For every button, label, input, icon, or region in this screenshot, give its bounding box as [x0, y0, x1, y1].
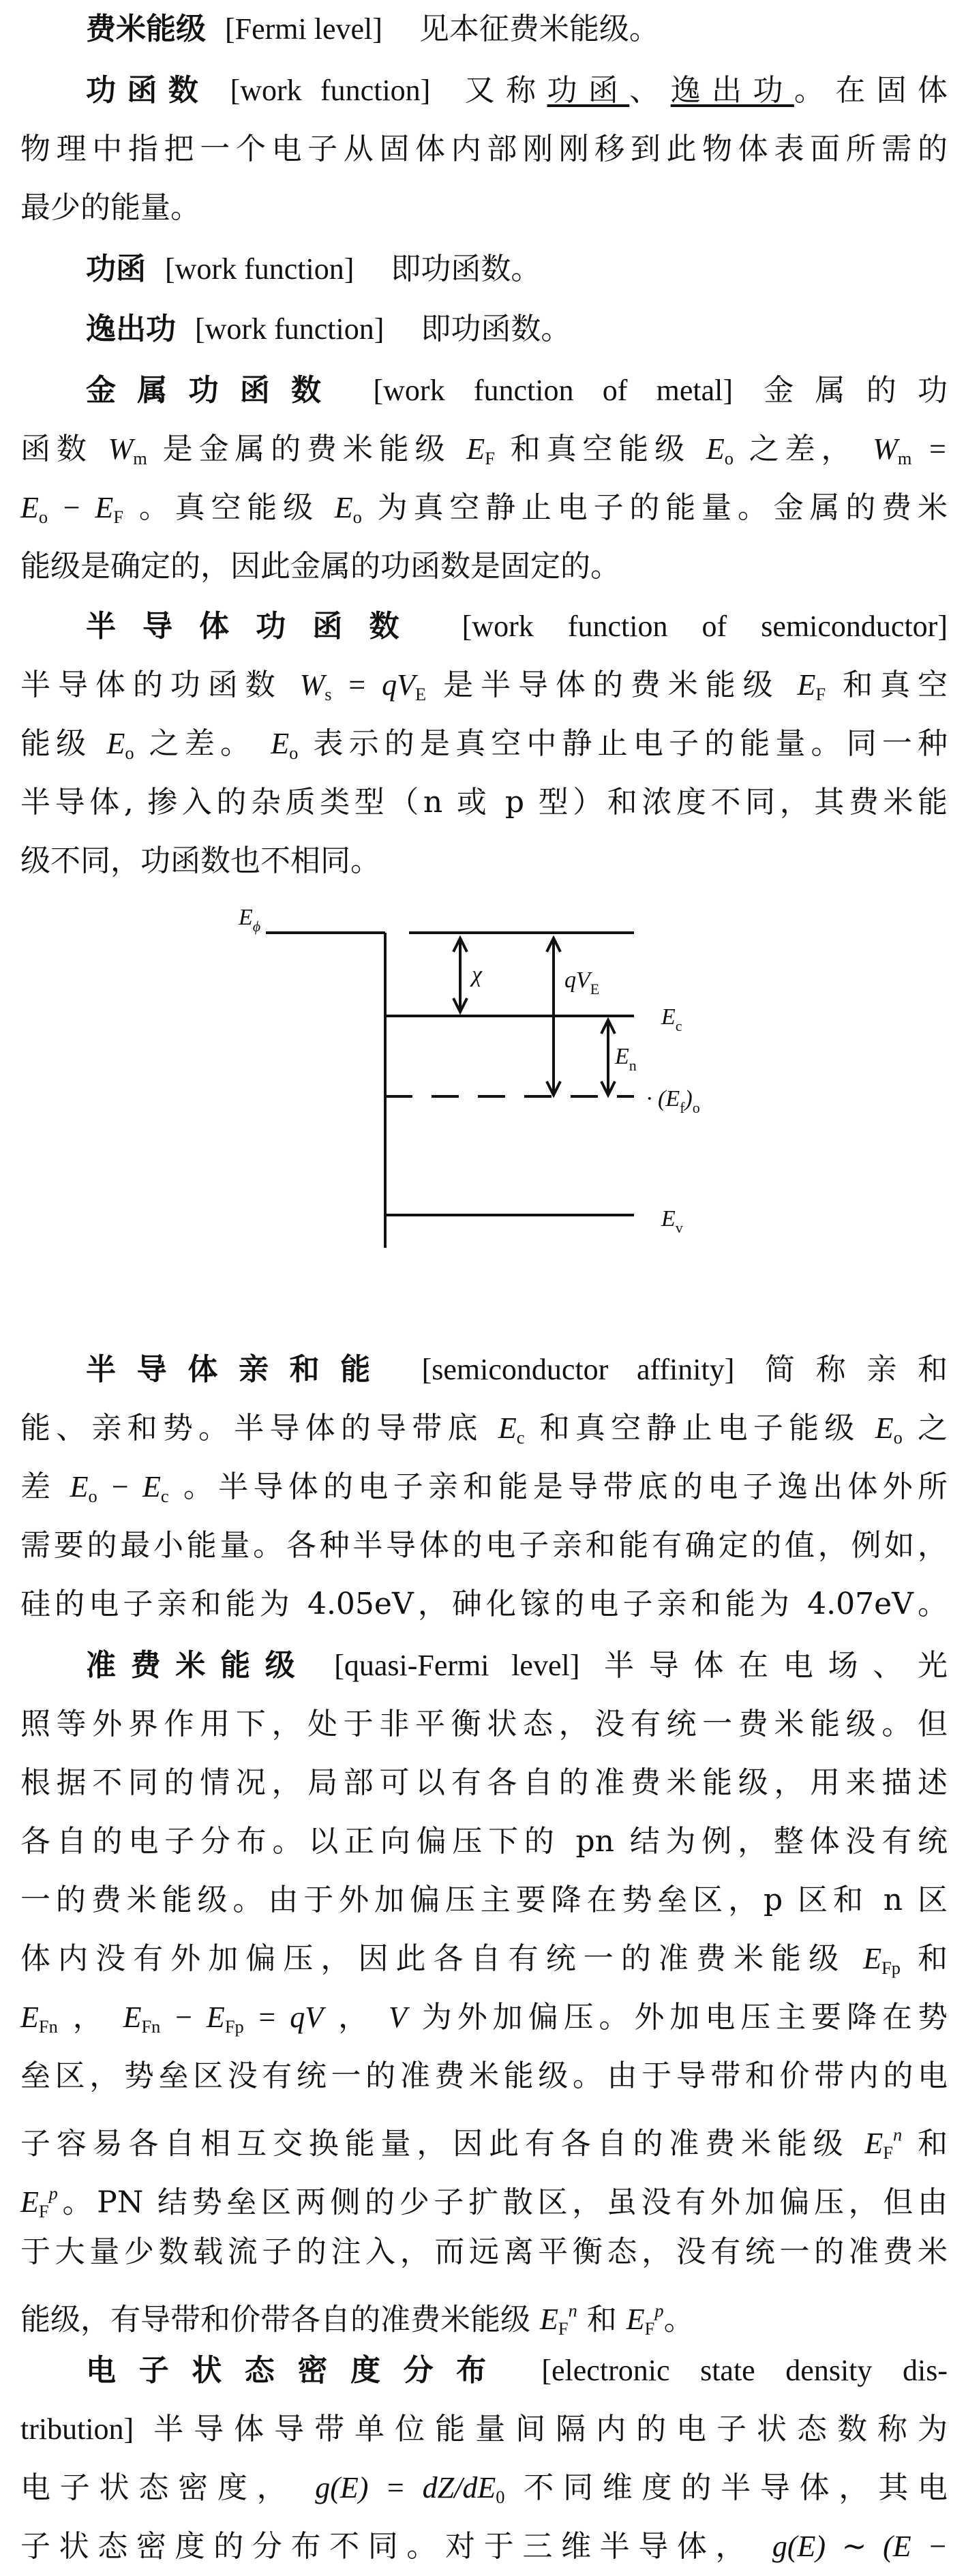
entry-line: 最少的能量。	[20, 190, 200, 225]
text-span: 、	[629, 73, 671, 108]
entry-line: 能级是确定的，因此金属的功函数是固定的。	[20, 549, 620, 584]
entry-line	[20, 1458, 948, 1516]
entry-definition: 见本征费米能级。	[419, 12, 659, 46]
text-span: 又称	[464, 73, 547, 108]
text-span: 能级，有导带和价带各自的准费米能级	[20, 2302, 530, 2337]
text-span: 之差，	[749, 432, 858, 466]
math-symbol: $W_m$	[108, 432, 147, 468]
text-span: ，	[338, 2000, 374, 2035]
entry-line: 照等外界作用下，处于非平衡状态，没有统一费米能级。但	[20, 1707, 948, 1741]
text-span: 表示的是真空中静止电子的能量。同一种	[313, 726, 948, 761]
entry-english: [work function]	[230, 74, 431, 107]
entry-english: [semiconductor affinity]	[421, 1353, 735, 1386]
math-symbol: $E_o$	[334, 491, 362, 527]
entry-line	[20, 361, 948, 420]
math-expression: $E_{Fn} - E_{Fp}$ = qV	[123, 2001, 324, 2037]
math-symbol: $E_F$	[466, 432, 495, 468]
alias-link: 逸出功	[670, 73, 794, 108]
entry-line: 于大量少数载流子的注入，而远离平衡态，没有统一的准费米	[20, 2234, 948, 2269]
text-span: 和	[586, 2302, 617, 2337]
text-span: 差	[20, 1469, 56, 1504]
entry-line	[20, 2341, 948, 2400]
text-span: 是半导体的费米能级	[443, 668, 781, 702]
entry-line	[20, 240, 948, 299]
entry-line: 一的费米能级。由于外加偏压主要降在势垒区，p 区和 n 区	[20, 1883, 948, 1917]
text-span: 为真空静止电子的能量。金属的费米	[377, 490, 948, 525]
text-span: 简称亲和	[765, 1352, 948, 1387]
math-symbol: $E_o$	[875, 1411, 903, 1448]
entry-term: 功函	[86, 252, 146, 286]
text-span: 子状态密度的分布不同。对于三维半导体，	[20, 2529, 755, 2564]
entry-english: [work function of metal]	[373, 374, 733, 407]
text-span: 不同维度的半导体，其电	[524, 2470, 948, 2505]
math-symbol: V	[388, 2001, 407, 2034]
label-qve: $qV_E$	[564, 968, 600, 998]
text-span: ，	[72, 2000, 108, 2035]
entry-line: 根据不同的情况，局部可以有各自的准费米能级，用来描述	[20, 1765, 948, 1800]
text-span: 。在固体	[794, 73, 948, 108]
text-span: 和	[918, 2126, 948, 2161]
entry-definition: 即功函数。	[421, 312, 571, 346]
math-expression: $E_o - E_c$	[70, 1470, 169, 1506]
entry-english: [work function]	[165, 252, 354, 286]
entry-english: [work function of semiconductor]	[462, 610, 948, 643]
text-span: 半导体的功函数	[20, 668, 283, 702]
math-symbol: $W_m$	[873, 432, 912, 468]
text-span: 和真空	[843, 668, 948, 702]
entry-line: 硅的电子亲和能为 4.05eV，砷化镓的电子亲和能为 4.07eV。	[20, 1587, 948, 1621]
entry-term: 半导体功函数	[86, 609, 426, 644]
alias-link: 功函	[547, 73, 630, 108]
entry-line	[20, 715, 948, 773]
entry-line	[20, 2281, 948, 2340]
entry-line	[20, 2164, 948, 2223]
math-symbol: $E_o$	[271, 727, 299, 763]
entry-english: tribution]	[20, 2412, 134, 2446]
math-expression: $g(E) = dZ/dE_0$	[315, 2471, 505, 2507]
label-e-phi: $E_\phi$	[239, 905, 261, 935]
entry-line: 各自的电子分布。以正向偏压下的 pn 结为例，整体没有统	[20, 1824, 948, 1859]
math-symbol: $E_o$	[106, 727, 134, 763]
entry-english: [electronic state density dis-	[541, 2354, 948, 2387]
text-span: 和真空能级	[510, 432, 691, 466]
text-span: 之	[918, 1411, 948, 1446]
entry-line	[20, 1636, 948, 1695]
text-span: 和真空静止电子能级	[539, 1411, 860, 1446]
math-symbol: $E_{Fp}$	[863, 1942, 901, 1978]
energy-band-diagram	[225, 880, 743, 1261]
text-span: 。	[663, 2302, 694, 2337]
entry-line: 需要的最小能量。各种半导体的电子亲和能有确定的值，例如，	[20, 1528, 948, 1563]
text-span: 。PN 结势垒区两侧的少子扩散区，虽没有外加偏压，但由	[57, 2185, 948, 2220]
entry-term: 金属功函数	[86, 373, 343, 408]
entry-term: 逸出功	[86, 312, 176, 346]
entry-english: [Fermi level]	[225, 12, 382, 46]
entry-line: 物理中指把一个电子从固体内部刚刚移到此物体表面所需的	[20, 132, 948, 166]
entry-english: [work function]	[195, 312, 384, 346]
entry-line	[20, 1988, 948, 2047]
entry-line	[20, 2459, 948, 2517]
text-span: 半导体在电场、光	[604, 1648, 948, 1683]
math-expression: $E_o - E_F$	[20, 491, 123, 527]
label-ev: $E_v$	[661, 1206, 683, 1236]
math-expression: $W_s = qV_E$	[299, 668, 427, 704]
label-ec: $E_c$	[661, 1004, 682, 1034]
diagram-labels	[238, 905, 700, 1236]
math-symbol: $E_{Fn}$	[20, 2001, 58, 2037]
entry-line: 级不同，功函数也不相同。	[20, 843, 380, 878]
text-span: 和	[918, 1941, 948, 1976]
entry-line	[20, 2106, 948, 2164]
math-symbol: $E_F^p$	[626, 2301, 664, 2339]
entry-line	[20, 1930, 948, 1988]
entry-line	[20, 0, 948, 59]
entry-line	[20, 2517, 948, 2576]
entry-english: [quasi-Fermi level]	[334, 1649, 580, 1682]
entry-line	[20, 597, 948, 656]
text-span: 为外加偏压。外加电压主要降在势	[421, 2000, 948, 2035]
math-symbol: $E_F^n$	[864, 2125, 903, 2163]
text-span: 函数	[20, 432, 93, 466]
math-symbol: $E_F^n$	[540, 2301, 577, 2339]
entry-term: 费米能级	[86, 12, 206, 46]
math-symbol: $E_F^p$	[20, 2183, 58, 2222]
text-span: 金属的功	[764, 373, 948, 408]
entry-line	[20, 1341, 948, 1399]
entry-definition: 即功函数。	[391, 252, 541, 286]
text-span: 子容易各自相互交换能量，因此有各自的准费米能级	[20, 2126, 849, 2161]
entry-line: 半导体, 掺入的杂质类型（n 或 p 型）和浓度不同，其费米能	[20, 785, 948, 820]
entry-term: 准费米能级	[86, 1648, 310, 1683]
text-span: 。真空能级	[138, 490, 319, 525]
label-ef: · $(E_f)_o$	[646, 1086, 700, 1116]
entry-term: 功函数	[86, 73, 210, 108]
text-span: 是金属的费米能级	[162, 432, 451, 466]
text-span: 。半导体的电子亲和能是导带底的电子逸出体外所	[183, 1469, 948, 1504]
math-symbol: $E_c$	[498, 1411, 525, 1448]
entry-line	[20, 420, 948, 479]
text-span: 能、亲和势。半导体的导带底	[20, 1411, 483, 1446]
entry-term: 电子状态密度分布	[86, 2353, 509, 2388]
math-symbol: $E_o$	[706, 432, 734, 468]
text-span: 之差。	[149, 726, 256, 761]
entry-line	[20, 300, 948, 359]
label-chi: χ	[472, 962, 482, 987]
text-span: 体内没有外加偏压，因此各自有统一的准费米能级	[20, 1941, 847, 1976]
entry-line	[20, 61, 948, 120]
text-span: 电子状态密度，	[20, 2470, 297, 2505]
math-symbol: $E_F$	[797, 668, 826, 704]
math-operator: =	[927, 432, 948, 466]
math-expression: g(E) ∼ (E −	[772, 2530, 948, 2563]
entry-line	[20, 2400, 948, 2459]
text-span: 半导体导带单位能量间隔内的电子状态数称为	[153, 2412, 948, 2446]
entry-line	[20, 479, 948, 537]
label-en: $E_n$	[615, 1044, 637, 1074]
entry-term: 半导体亲和能	[86, 1352, 391, 1387]
text-span: 能级	[20, 726, 92, 761]
entry-line	[20, 656, 948, 715]
entry-line	[20, 1399, 948, 1458]
entry-line: 垒区，势垒区没有统一的准费米能级。由于导带和价带内的电	[20, 2058, 948, 2093]
